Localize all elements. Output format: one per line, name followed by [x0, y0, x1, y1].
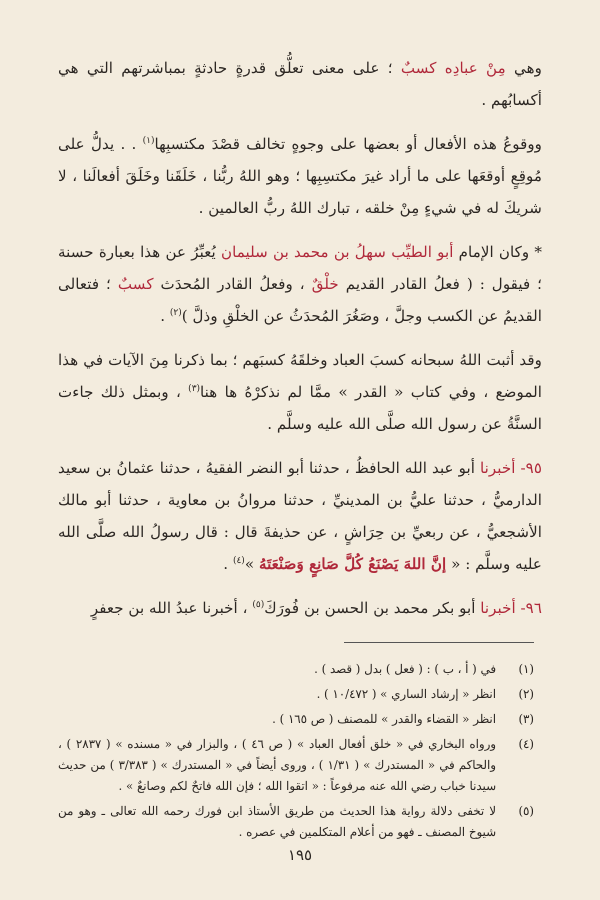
footnote-text: ورواه البخاري في « خلق أفعال العباد » ( ص ٤٦ ) ، والبزار في « مسنده » ( ٢٨٣٧ ) ، والحاكم في « المستدرك » ( ١/٣١ ) ، وروى أيضاً في « المستدرك » ( ٣/٣٨٣ ) من حديث سيدنا خباب رضي الله عنه مرفوعاً : « اتقوا الله ؛ فإن الله فاتحٌ لكم وصانعٌ » . — [58, 737, 496, 793]
footnote-ref: (٤) — [232, 555, 245, 566]
footnote-item — [58, 801, 534, 843]
hadith-number: ٩٥- أخبرنا — [480, 459, 542, 477]
page-number: ١٩٥ — [287, 846, 313, 864]
text-run: يُعبِّرُ عن هذا بعبارة حسنة ؛ فيقول : ( فعلُ القادر القديم — [58, 243, 543, 293]
text-run: ، أخبرنا عبدُ الله بن جعفرٍ — [90, 599, 253, 617]
highlighted-term: كسبٌ — [117, 275, 154, 293]
footnotes — [58, 659, 542, 843]
footnote-number: (٢) — [518, 687, 534, 701]
footnote-text: في ( أ ، ب ) : ( فعل ) بدل ( قصد ) . — [314, 662, 496, 676]
hadith-number: ٩٦- أخبرنا — [480, 599, 542, 617]
text-run: * وكان الإمام — [453, 243, 542, 261]
footnote-ref: (٣) — [188, 383, 201, 394]
text-run: وقد أثبت اللهُ سبحانه كسبَ العباد وخلقَهُ كسبَهم ؛ بما ذكرنا مِنَ الآيات في هذا الموضع ، وفي كتاب « القدر » ممَّا لم نذكرْهُ ها هنا — [58, 351, 542, 401]
footnote-item — [58, 734, 534, 797]
footnote-number: (٤) — [518, 737, 534, 751]
text-run: . — [160, 307, 170, 325]
paragraph-hadith-95 — [58, 452, 542, 580]
footnote-item — [58, 684, 534, 705]
footnote-number: (٥) — [518, 804, 534, 818]
paragraph-4 — [58, 344, 542, 440]
footnote-number: (١) — [518, 662, 534, 676]
highlighted-term: مِنْ عبادِه كسبٌ — [400, 59, 506, 77]
text-run: وهي — [505, 59, 542, 77]
text-run: » — [244, 555, 259, 573]
paragraph-hadith-96 — [58, 592, 542, 624]
text-run: ؛ على معنى تعلُّق قدرةٍ حادثةٍ بمباشرتهم التي هي أكسابُهم . — [58, 59, 542, 109]
text-run: ، وفعلُ القادر المُحدَث — [153, 275, 312, 293]
footnote-text: لا تخفى دلالة رواية هذا الحديث من طريق الأستاذ ابن فورك رحمه الله تعالى ـ وهو من شيوخ المصنف ـ فهو من أعلام المتكلمين في عصره . — [58, 804, 496, 839]
footnote-text: انظر « القضاء والقدر » للمصنف ( ص ١٦٥ ) . — [272, 712, 496, 726]
footnote-ref: (١) — [142, 135, 155, 146]
highlighted-term: خلْقٌ — [311, 275, 339, 293]
footnote-divider — [344, 642, 534, 643]
footnote-ref: (٥) — [252, 599, 265, 610]
hadith-text: إنَّ اللهَ يَصْنَعُ كُلَّ صَانِعٍ وَصَنْعَتَهُ — [258, 555, 447, 573]
paragraph-3 — [58, 236, 542, 332]
text-run: ؛ فتعالى القديمُ عن الكسب وجلَّ ، وصَغُرَ المُحدَثُ عن الخلْقِ وذلَّ ) — [58, 275, 542, 325]
paragraph-2 — [58, 128, 542, 224]
main-text — [58, 52, 542, 624]
footnote-item — [58, 709, 534, 730]
text-run: . — [223, 555, 233, 573]
footnote-number: (٣) — [518, 712, 534, 726]
text-run: ، وبمثل ذلك جاءت السنَّةُ عن رسول الله صلَّى الله عليه وسلَّم . — [58, 383, 542, 433]
paragraph-1 — [58, 52, 542, 116]
text-run: . . يدلُّ على مُوقِعٍ أوقعَها على ما أراد غيرَ مكتسِبِها ؛ وهو اللهُ ربُّنا ، خَلَقَنا وخَلَقَ أفعالَنا ، لا شريكَ له في شيءٍ مِنْ خلقه ، تبارك اللهُ ربُّ العالمين . — [58, 135, 542, 217]
text-run: أبو عبد الله الحافظُ ، حدثنا أبو النضر الفقيهُ ، حدثنا عثمانُ بن سعيد الدارميُّ ، حدثنا عليُّ بن المدينيِّ ، حدثنا مروانُ بن معاوية ، حدثنا أبو مالك الأشجعيُّ ، عن ربعيِّ بن حِرَاشٍ ، عن حذيفةَ قال : قال رسولُ الله صلَّى الله عليه وسلَّم : « — [58, 459, 542, 573]
footnote-item — [58, 659, 534, 680]
text-run: ووقوعُ هذه الأفعال أو بعضها على وجوهٍ تخالف قصْدَ مكتسبِها — [154, 135, 543, 153]
footnote-text: انظر « إرشاد الساري » ( ١٠/٤٧٢ ) . — [316, 687, 496, 701]
highlighted-name: أبو الطيِّب سهلُ بن محمد بن سليمان — [220, 243, 454, 261]
footnote-ref: (٢) — [169, 307, 182, 318]
text-run: أبو بكر محمد بن الحسن بن فُورَكَ — [264, 599, 481, 617]
